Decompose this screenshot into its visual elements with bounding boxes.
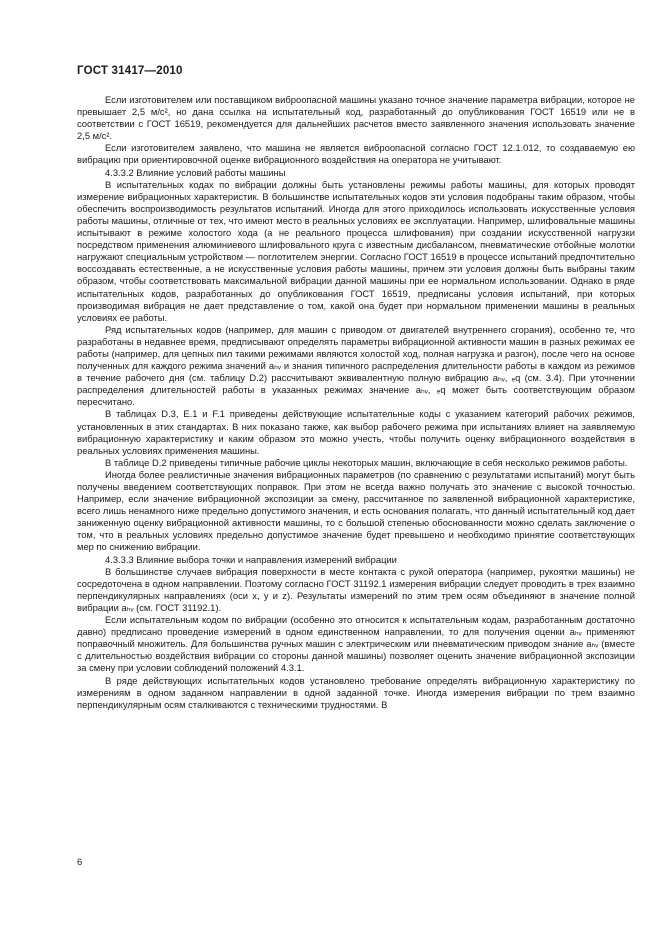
- paragraph: Если изготовителем заявлено, что машина не является виброопасной согласно ГОСТ 12.1.012, то создаваемую ею вибрацию при ориентировочной оценке вибрационного воздействия на оператора не учитывают.: [77, 142, 635, 166]
- paragraph: Если изготовителем или поставщиком виброопасной машины указано точное значение параметра вибрации, которое не превышает 2,5 м/с², но дана ссылка на испытательный код, разработанный до опубликования ГОСТ 16519 или не в соответствии с ГОСТ 16519, рекомендуется для дальнейших расчетов вместо заявленного значения использовать значение 2,5 м/с².: [77, 94, 635, 142]
- paragraph: Если испытательным кодом по вибрации (особенно это относится к испытательным кодам, разработанным достаточно давно) предписано проведение измерений в одном единственном направлении, то для получения оценки aₕᵥ применяют поправочный множитель. Для большинства ручных машин с электрическим или пневматическим приводом знание aₕᵥ (вместе с длительностью воздействия вибрации со стороны данной машины) позволяет оценить значение вибрационной экспозиции за смену при условии соблюдений положений 4.3.1.: [77, 614, 635, 674]
- section-heading: 4.3.3.3 Влияние выбора точки и направления измерений вибрации: [105, 553, 397, 565]
- paragraph: В испытательных кодах по вибрации должны быть установлены режимы работы машины, для которых проводят измерение вибрационных характеристик. В большинстве испытательных кодов эти условия подобраны таким образом, чтобы обеспечить воспроизводимость результатов испытаний. Иногда для этого приходилось использовать искусственные условия работы машины, отличные от тех, что имеют место в реальных условиях ее эксплуатации. Например, шлифовальные машины испытывают в режиме холостого хода (а не реального процесса шлифования) при создании искусственной нагрузки посредством применения алюминиевого шлифовального круга с известным дисбалансом, пневматические отбойные молотки нагружают специальным устройством — поглотителем энергии. Согласно ГОСТ 16519 в процессе испытаний предпочтительно воссоздавать естественные, а не искусственные условия работы машины, причем эти условия должны быть выбраны таким образом, чтобы соответствовать максимальной вибрации данной машины при ее нормальном использовании. Однако в ряде испытательных кодов, разработанных до опубликования ГОСТ 16519, предписаны условия испытаний, при которых производимая вибрация не дает представление о том, какой она будет при нормальном применении машины в реальных условиях ее работы.: [77, 178, 635, 323]
- paragraph: В ряде действующих испытательных кодов установлено требование определять вибрационную характеристику по измерениям в одном заданном направлении в одной заданной точке. Иногда измерения вибрации по трем взаимно перпендикулярным осям сталкиваются с техническими трудностями. В: [77, 674, 635, 710]
- page-number: 6: [77, 856, 83, 867]
- paragraph: В таблицах D.3, E.1 и F.1 приведены действующие испытательные коды с указанием категорий рабочих режимов, установленных в этих стандартах. В них показано также, как выбор рабочего режима при испытаниях влияет на заявляемую вибрационную характеристику и каким образом это можно учесть, чтобы получить оценку вибрационного воздействия в реальных условиях применения машины.: [77, 408, 635, 456]
- document-header: ГОСТ 31417—2010: [77, 65, 183, 77]
- section-heading: 4.3.3.2 Влияние условий работы машины: [105, 166, 286, 178]
- paragraph: Ряд испытательных кодов (например, для машин с приводом от двигателей внутреннего сгорания), особенно те, что разработаны в недавнее время, предписывают определять параметры вибрационной активности машин в разных режимах ее работы (например, для цепных пил такими режимами являются холостой ход, полная нагрузка и разгон), после чего на основе полученных для каждого режима значений aₕᵥ и знания типичного распределения длительности работы в каждом из режимов в течение рабочего дня (см. таблицу D.2) рассчитывают эквивалентную полную вибрацию aₕᵥ, ₑq (см. 3.4). При уточнении распределения длительностей работы в указанных режимах значение aₕᵥ, ₑq может быть соответствующим образом пересчитано.: [77, 323, 635, 408]
- paragraph: Иногда более реалистичные значения вибрационных параметров (по сравнению с результатами испытаний) могут быть получены введением соответствующих поправок. При этом не всегда важно получать это значение с высокой точностью. Например, если значение вибрационной экспозиции за смену, рассчитанное по заявленной вибрационной характеристике, всего лишь ненамного ниже предельно допустимого значения, и есть основания полагать, что данный испытательный код дает заниженную оценку вибрационной активности машины, то с большой степенью обоснованности можно сделать заключение о том, что в реальных условиях предельно допустимое значение будет превышено и необходимо принятие соответствующих мер по снижению вибрации.: [77, 468, 635, 553]
- paragraph: В большинстве случаев вибрация поверхности в месте контакта с рукой оператора (например, рукоятки машины) не сосредоточена в одном направлении. Поэтому согласно ГОСТ 31192.1 измерения вибрации следует проводить в трех взаимно перпендикулярных направлениях (оси x, y и z). Результаты измерений по этим трем осям объединяют в значение полной вибрации aₕᵥ (см. ГОСТ 31192.1).: [77, 565, 635, 613]
- paragraph: В таблице D.2 приведены типичные рабочие циклы некоторых машин, включающие в себя несколько режимов работы.: [105, 456, 628, 468]
- document-body: [77, 94, 635, 711]
